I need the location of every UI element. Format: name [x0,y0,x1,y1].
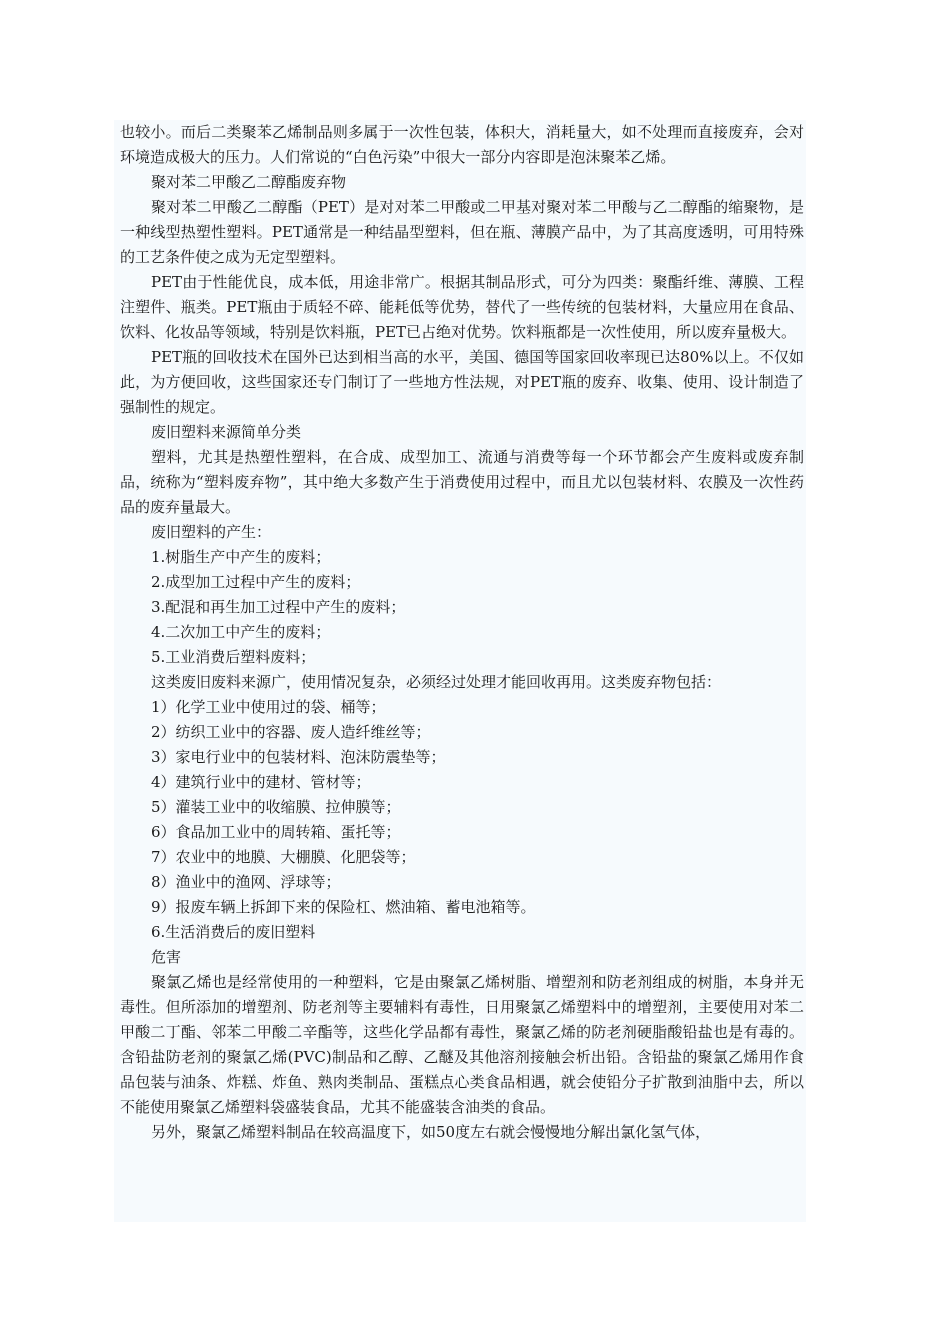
heading-waste-generation: 废旧塑料的产生： [151,523,272,541]
list-item: 4）建筑行业中的建材、管材等； [151,773,371,791]
list-item: 2.成型加工过程中产生的废料； [151,573,361,591]
paragraph-pet-uses: PET由于性能优良，成本低，用途非常广。根据其制品形式，可分为四类：聚酯纤维、薄膜、工程注塑件、瓶类。PET瓶由于质轻不碎、能耗低等优势，替代了一些传统的包装材料，大量应用在食品、饮料、化妆品等领域，特别是饮料瓶，PET已占绝对优势。饮料瓶都是一次性使用，所以废弃量极大。 [120,273,804,341]
paragraph-pet-recycling: PET瓶的回收技术在国外已达到相当高的水平，美国、德国等国家回收率现已达80%以上。不仅如此，为方便回收，这些国家还专门制订了一些地方性法规，对PET瓶的废弃、收集、使用、设计制造了强制性的规定。 [120,348,804,416]
heading-pet-waste: 聚对苯二甲酸乙二醇酯废弃物 [151,173,347,191]
paragraph-pvc-decomposition: 另外，聚氯乙烯塑料制品在较高温度下，如50度左右就会慢慢地分解出氯化氢气体， [151,1123,711,1141]
list-item: 9）报废车辆上拆卸下来的保险杠、燃油箱、蓄电池箱等。 [151,898,536,916]
document-body [114,120,806,1222]
list-item: 1）化学工业中使用过的袋、桶等； [151,698,386,716]
heading-hazards: 危害 [151,948,182,966]
list-item: 1.树脂生产中产生的废料； [151,548,331,566]
heading-waste-sources: 废旧塑料来源简单分类 [151,423,302,441]
list-item: 3）家电行业中的包装材料、泡沫防震垫等； [151,748,446,766]
list-item: 5.工业消费后塑料废料； [151,648,316,666]
paragraph-pet-definition: 聚对苯二甲酸乙二醇酯（PET）是对对苯二甲酸或二甲基对聚对苯二甲酸与乙二醇酯的缩聚物，是一种线型热塑性塑料。PET通常是一种结晶型塑料，但在瓶、薄膜产品中，为了其高度透明，可用特殊的工艺条件使之成为无定型塑料。 [120,198,804,266]
paragraph-waste-types-intro: 这类废旧废料来源广，使用情况复杂，必须经过处理才能回收再用。这类废弃物包括： [151,673,722,691]
list-item: 6）食品加工业中的周转箱、蛋托等； [151,823,401,841]
list-item: 4.二次加工中产生的废料； [151,623,331,641]
paragraph-pvc-toxicity: 聚氯乙烯也是经常使用的一种塑料，它是由聚氯乙烯树脂、增塑剂和防老剂组成的树脂，本身并无毒性。但所添加的增塑剂、防老剂等主要辅料有毒性，日用聚氯乙烯塑料中的增塑剂，主要使用对苯二甲酸二丁酯、邻苯二甲酸二辛酯等，这些化学品都有毒性，聚氯乙烯的防老剂硬脂酸铅盐也是有毒的。含铅盐防老剂的聚氯乙烯(PVC)制品和乙醇、乙醚及其他溶剂接触会析出铅。含铅盐的聚氯乙烯用作食品包装与油条、炸糕、炸鱼、熟肉类制品、蛋糕点心类食品相遇，就会使铅分子扩散到油脂中去，所以不能使用聚氯乙烯塑料袋盛装食品，尤其不能盛装含油类的食品。 [120,973,804,1116]
paragraph-1: 也较小。而后二类聚苯乙烯制品则多属于一次性包装，体积大，消耗量大，如不处理而直接废弃，会对环境造成极大的压力。人们常说的“白色污染”中很大一部分内容即是泡沫聚苯乙烯。 [120,123,804,166]
list-item: 2）纺织工业中的容器、废人造纤维丝等； [151,723,431,741]
list-item: 8）渔业中的渔网、浮球等； [151,873,341,891]
list-item: 5）灌装工业中的收缩膜、拉伸膜等； [151,798,401,816]
list-item: 3.配混和再生加工过程中产生的废料； [151,598,406,616]
list-item: 7）农业中的地膜、大棚膜、化肥袋等； [151,848,416,866]
list-item: 6.生活消费后的废旧塑料 [151,923,316,941]
paragraph-plastic-waste: 塑料，尤其是热塑性塑料，在合成、成型加工、流通与消费等每一个环节都会产生废料或废弃制品，统称为“塑料废弃物”，其中绝大多数产生于消费使用过程中，而且尤以包装材料、农膜及一次性药品的废弃量最大。 [120,448,804,516]
